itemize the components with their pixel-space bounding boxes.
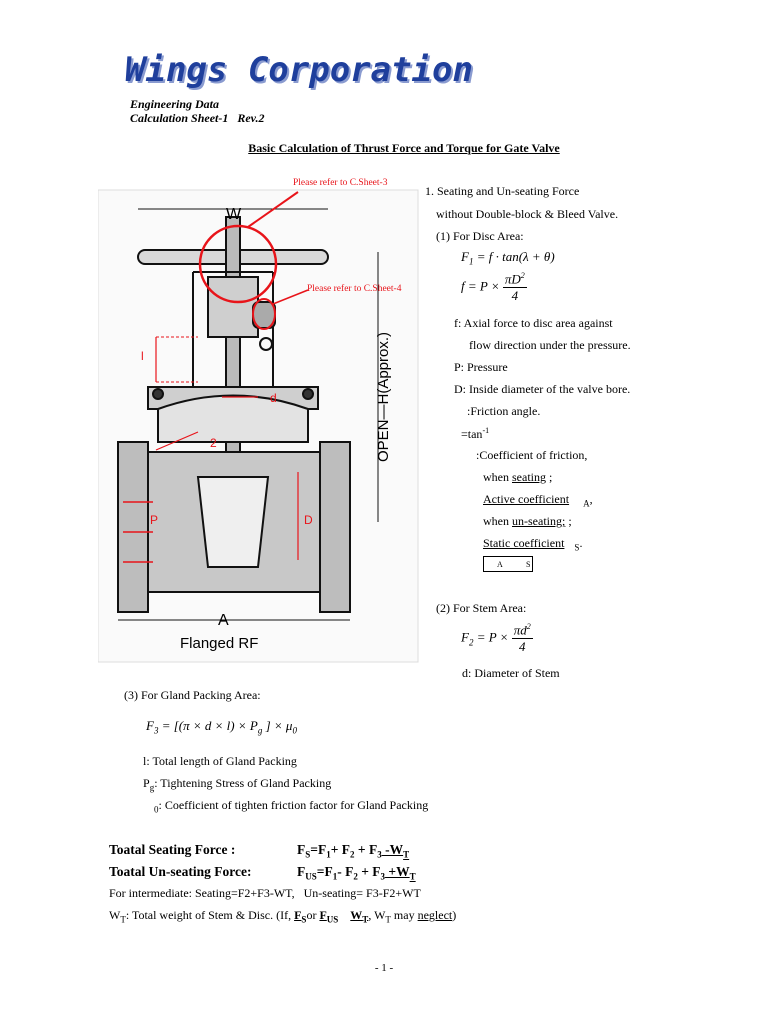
disc-area-heading: (1) For Disc Area: xyxy=(436,229,524,243)
company-logo: Wings Corporation xyxy=(125,50,473,90)
friction-factor-description: $_0$: Coefficient of tighten friction factor for Gland Packing xyxy=(154,798,429,815)
header-line-calc-sheet: Calculation Sheet-1 Rev.2 xyxy=(130,111,265,125)
note-refer-sheet-4: Please refer to C.Sheet-4 xyxy=(307,284,402,294)
tightening-stress-description: $P_g$: Tightening Stress of Gland Packing xyxy=(143,776,332,793)
label-flanged-rf: Flanged RF xyxy=(180,635,259,652)
static-coefficient: Static coefficient $_S$. xyxy=(483,536,583,553)
total-weight-note: $W_T$: Total weight of Stem & Disc. (If, $F_Sor$ $F_{US}$ $W_T$, $W_T$ may neglect) xyxy=(109,908,457,925)
d-description: D: Inside diameter of the valve bore. xyxy=(454,382,631,396)
stem-diameter-description: d: Diameter of Stem xyxy=(462,666,560,680)
p-description: P: Pressure xyxy=(454,360,508,374)
section1-subheading: without Double-block & Bleed Valve. xyxy=(436,207,619,221)
label-w: W xyxy=(226,206,242,223)
section1-heading: 1. Seating and Un-seating Force xyxy=(425,184,580,198)
when-unseating: when un-seating; ; xyxy=(483,514,572,528)
note-refer-sheet-3: Please refer to C.Sheet-3 xyxy=(293,178,388,188)
f-description-2: flow direction under the pressure. xyxy=(469,338,631,352)
formula-f3: $F_3 = [(\pi \times d \times l) \times P_g$ ] × $\mu_0$ xyxy=(146,718,297,736)
f-description-1: f: Axial force to disc area against xyxy=(454,316,613,330)
label-2: 2 xyxy=(210,436,217,450)
page-number: - 1 - xyxy=(374,962,394,974)
intermediate-formula: For intermediate: Seating=F2+F3-WT, Un-seating= F3-F2+WT xyxy=(109,886,421,900)
total-seating-formula: $F_S=F_1+ F_2 + F_3$ $-W_T$ xyxy=(297,842,410,860)
label-open-h: OPEN—H(Approx.) xyxy=(375,331,392,462)
coefficient-comparison-box: A S xyxy=(483,556,533,572)
tan-inverse: $=\tan^{-1}$ xyxy=(461,426,490,441)
page-title: Basic Calculation of Thrust Force and Torque for Gate Valve xyxy=(248,141,560,155)
gate-valve-diagram xyxy=(98,172,420,664)
formula-f1: $F_1 = f \cdot \tan(\lambda + \theta)$ xyxy=(461,249,555,267)
total-seating-label: Toatal Seating Force : xyxy=(109,842,236,857)
when-seating: when seating ; xyxy=(483,470,553,484)
label-p: P xyxy=(150,513,159,527)
formula-f: f = P × $\frac{\pi D^2}{4}$ xyxy=(461,271,525,304)
total-unseating-label: Toatal Un-seating Force: xyxy=(109,864,252,879)
stem-area-heading: (2) For Stem Area: xyxy=(436,601,527,615)
total-unseating-formula: $F_{US}=F_1-$ $F_2 + F_3 +W_T$ xyxy=(297,864,416,882)
gland-packing-heading: (3) For Gland Packing Area: xyxy=(124,688,261,702)
formula-f2: $F_2 = P$ × $\frac{\pi d^2}{4}$ xyxy=(461,622,531,655)
header-line-engineering-data: Engineering Data xyxy=(130,97,220,111)
label-a: A xyxy=(218,612,229,629)
active-coefficient: Active coefficient $_A$, xyxy=(483,492,593,509)
coefficient-friction: :Coefficient of friction, xyxy=(476,448,588,462)
label-d-small: d xyxy=(270,391,277,405)
label-l: l xyxy=(141,349,144,363)
friction-angle: :Friction angle. xyxy=(467,404,541,418)
label-d-big: D xyxy=(304,513,313,527)
gland-length-description: l: Total length of Gland Packing xyxy=(143,754,297,768)
